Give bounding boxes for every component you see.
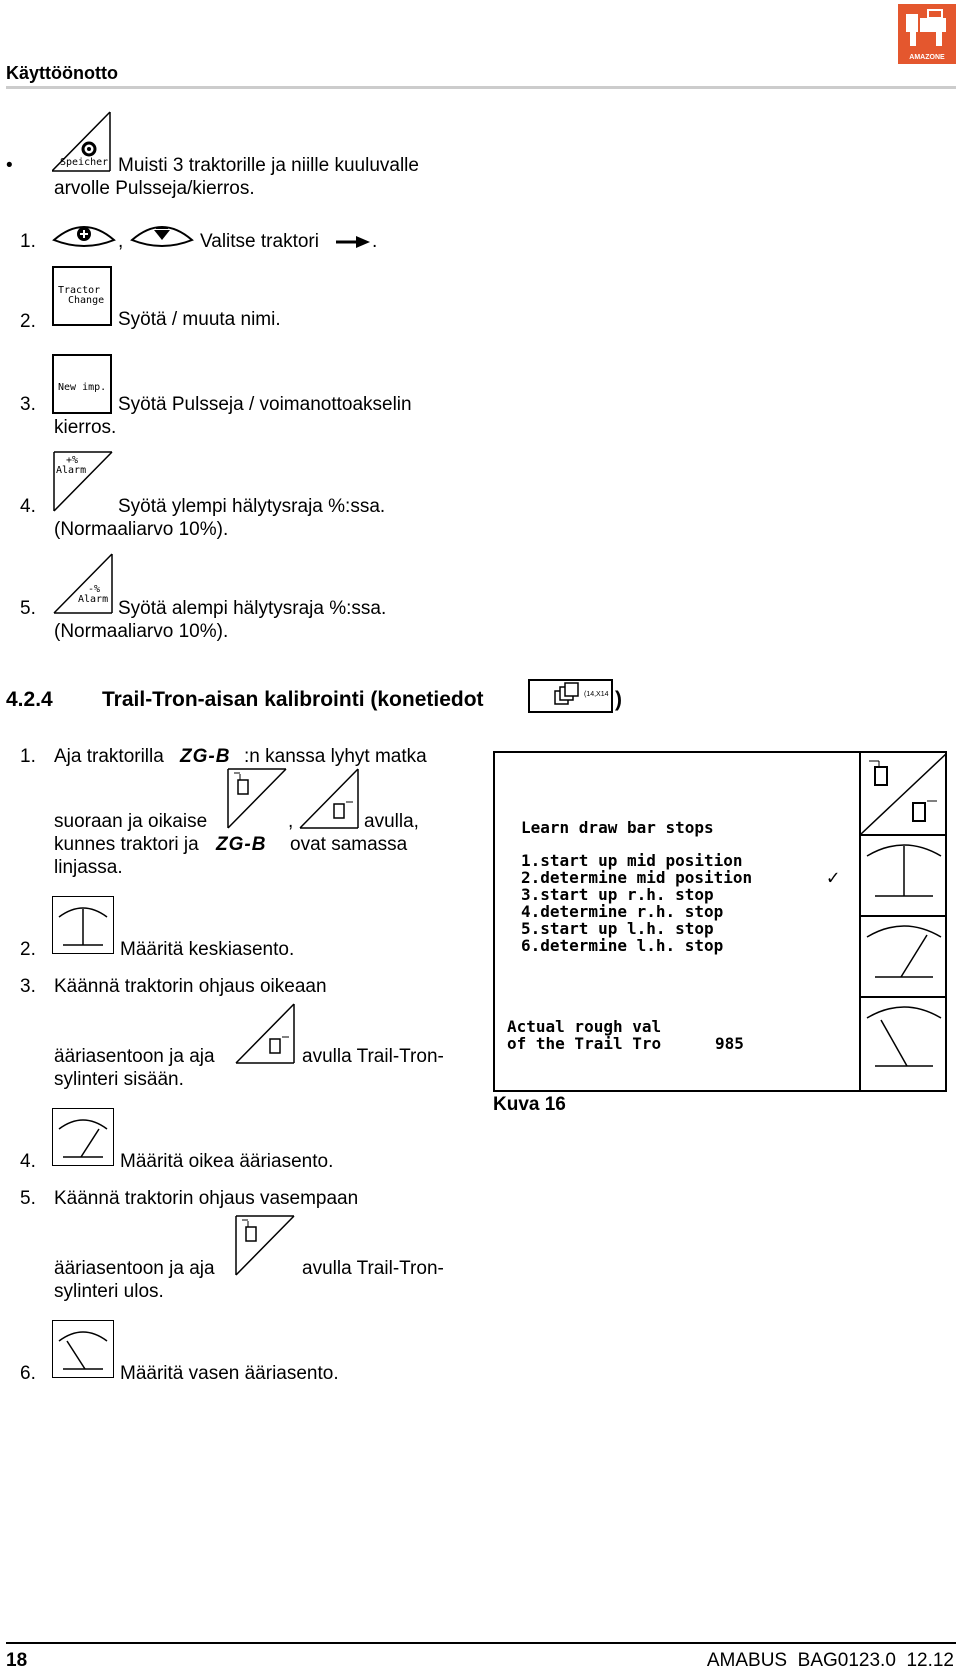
step-2-text: Syötä / muuta nimi. [118,309,281,330]
calib-step-3-line-1: Käännä traktorin ohjaus oikeaan [54,976,327,997]
calib-step-5-line-1: Käännä traktorin ohjaus vasempaan [54,1188,359,1209]
calib-step-3-number: 3. [20,976,36,997]
section-title: Trail-Tron-aisan kalibrointi (konetiedot [102,688,484,711]
bullet-symbol: • [6,155,13,176]
step-1-end: . [372,231,378,252]
gauge-left-icon-2 [861,996,947,1090]
step-1-text: Valitse traktori [200,231,319,252]
logo-icon [898,4,956,52]
terminal-screen [493,751,947,1092]
calib-step-2-text: Määritä keskiasento. [120,939,295,960]
header-rule [6,86,956,89]
screen-item-5: 5.start up l.h. stop [521,919,714,938]
minus-alarm-label-1: -% [88,584,101,595]
screen-item-3: 3.start up r.h. stop [521,885,714,904]
calib-step-4-number: 4. [20,1151,36,1172]
calib-step-1-line2-pre: suoraan ja oikaise [54,811,208,832]
figure-caption: Kuva 16 [493,1094,566,1115]
screen-item-2: 2.determine mid position [521,868,753,887]
calib-step-5-line-3: sylinteri ulos. [54,1281,164,1302]
speicher-label: Speicher [60,157,109,168]
calib-step-2-number: 2. [20,939,36,960]
scroll-down-softkey[interactable] [130,218,194,252]
actual-value: 985 [715,1034,744,1053]
calib-step-3-line2-pre: ääriasentoon ja aja [54,1046,215,1067]
scroll-up-icon [52,218,116,252]
speicher-softkey[interactable] [52,111,112,173]
step-1-number: 1. [20,231,36,252]
gauge-right-icon-2 [861,915,947,996]
plus-alarm-label-1: +% [66,455,79,466]
step-5-number: 5. [20,598,36,619]
drawbar-right-softkey[interactable] [234,1003,296,1065]
arrow-right-icon [336,234,370,250]
minus-alarm-softkey[interactable] [52,553,114,615]
calib-step-1-line2-post: avulla, [364,811,419,832]
drawbar-in-softkey[interactable] [226,768,288,830]
calib-step-1-line4: linjassa. [54,857,123,878]
screen-item-4: 4.determine r.h. stop [521,902,724,921]
footer-rule [6,1642,956,1644]
drawbar-out-icon-2 [234,1003,296,1065]
calib-step-1-line2-sep: , [288,811,294,832]
calib-step-5-number: 5. [20,1188,36,1209]
bullet-line-2: arvolle Pulsseja/kierros. [54,178,255,199]
calib-step-3-line-3: sylinteri sisään. [54,1069,184,1090]
check-icon: ✓ [827,865,840,889]
minus-alarm-label-2: Alarm [78,594,109,605]
calib-step-5-line2-pre: ääriasentoon ja aja [54,1258,215,1279]
scroll-up-softkey[interactable] [52,218,116,252]
tractor-change-softkey[interactable] [52,266,112,326]
screen-softkey-mid[interactable] [861,834,947,917]
step-4-line-1: Syötä ylempi hälytysraja %:ssa. [118,496,386,517]
step-3-line-1: Syötä Pulsseja / voimanottoakselin [118,394,412,415]
step-5-line-1: Syötä alempi hälytysraja %:ssa. [118,598,387,619]
bullet-line-1: Muisti 3 traktorille ja niille kuuluvalle [118,155,419,176]
actual-label-1: Actual rough val [507,1017,662,1036]
calib-step-5-line2-post: avulla Trail-Tron- [302,1258,444,1279]
screen-softkey-column [859,753,947,1090]
screen-softkey-drawbar[interactable] [861,753,947,836]
calib-step-4-text: Määritä oikea ääriasento. [120,1151,334,1172]
calib-step-6-number: 6. [20,1363,36,1384]
drawbar-in-icon [226,768,288,830]
section-close: ) [615,688,622,711]
mid-position-softkey[interactable] [52,896,114,954]
tractor-change-label-1: Tractor [58,285,101,296]
plus-alarm-label-2: Alarm [56,465,87,476]
step-1-sep: , [118,231,124,252]
drawbar-left-softkey[interactable] [234,1215,296,1277]
page-number: 18 [6,1650,28,1671]
screen-title: Learn draw bar stops [521,818,714,837]
calib-step-6-text: Määritä vasen ääriasento. [120,1363,339,1384]
machine-data-label: (14,X14 [584,691,609,698]
calib-step-3-line2-post: avulla Trail-Tron- [302,1046,444,1067]
gauge-mid-icon [53,897,113,953]
drawbar-in-out-icon [861,753,947,834]
drawbar-out-softkey[interactable] [298,768,360,830]
calib-step-1-text-post: :n kanssa lyhyt matka [244,746,427,767]
gauge-left-icon [53,1321,113,1377]
screen-softkey-right[interactable] [861,915,947,998]
step-3-number: 3. [20,394,36,415]
new-imp-label: New imp. [58,382,107,393]
machine-data-softkey[interactable] [528,679,613,713]
plus-alarm-icon [52,451,114,513]
tractor-change-label-2: Change [68,295,105,306]
actual-label-2: of the Trail Tro [507,1034,662,1053]
plus-alarm-softkey[interactable] [52,451,114,513]
minus-alarm-icon [52,553,114,615]
screen-item-1: 1.start up mid position [521,851,743,870]
document-id: AMABUS BAG0123.0 12.12 [706,1650,954,1671]
drawbar-out-icon [298,768,360,830]
calib-step-1-line3-pre: kunnes traktori ja [54,834,199,855]
right-stop-softkey[interactable] [52,1108,114,1166]
step-3-line-2: kierros. [54,417,117,438]
scroll-down-icon [130,218,194,252]
gauge-right-icon [53,1109,113,1165]
page-header-title: Käyttöönotto [6,63,118,83]
screen-item-6: 6.determine l.h. stop [521,936,724,955]
left-stop-softkey[interactable] [52,1320,114,1378]
screen-softkey-left[interactable] [861,996,947,1090]
drawbar-in-icon-2 [234,1215,296,1277]
section-number: 4.2.4 [6,688,53,711]
step-4-number: 4. [20,496,36,517]
logo-text: AMAZONE [909,54,945,61]
calib-step-1-line3-post: ovat samassa [290,834,408,855]
gauge-mid-icon-2 [861,834,947,915]
calib-step-1-number: 1. [20,746,36,767]
calib-step-1-text-pre: Aja traktorilla [54,746,164,767]
new-imp-softkey[interactable] [52,354,112,414]
step-5-line-2: (Normaaliarvo 10%). [54,621,229,642]
step-4-line-2: (Normaaliarvo 10%). [54,519,229,540]
amazone-logo [898,4,956,64]
zgb-logo-text-2: ZG-B [216,834,267,855]
step-2-number: 2. [20,311,36,332]
zgb-logo-text: ZG-B [180,746,231,767]
